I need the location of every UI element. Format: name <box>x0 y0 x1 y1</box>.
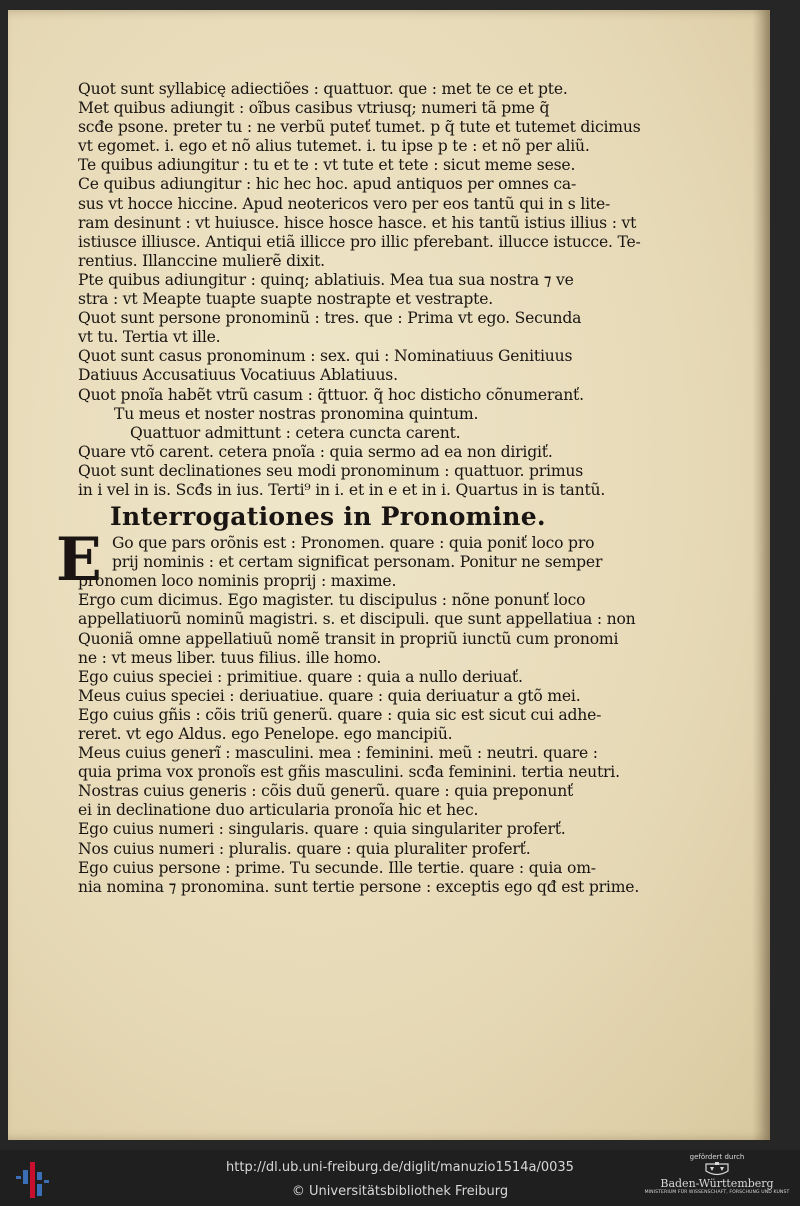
text-line: istiusce illiusce. Antiqui etiã illicce pro illic pferebant. illucce istucce. Te- <box>78 232 641 251</box>
text-line: appellatiuorũ nominũ magistri. s. et discipuli. que sunt appellatiua : non <box>78 610 636 629</box>
sponsor-ministry: MINISTERIUM FÜR WISSENSCHAFT, FORSCHUNG UND KUNST <box>644 1190 790 1195</box>
permalink[interactable]: http://dl.ub.uni-freiburg.de/diglit/manuzio1514a/0035 <box>226 1160 574 1175</box>
section-heading: Interrogationes in Pronomine. <box>110 502 546 532</box>
text-line: Nostras cuius generis : cõis duũ generũ. quare : quia preponunť <box>78 782 574 801</box>
text-line: stra : vt Meapte tuapte suapte nostrapte et vestrapte. <box>78 290 493 309</box>
text-line: quia prima vox pronoĩs est gñis masculini. scđa feminini. tertia neutri. <box>78 763 620 782</box>
text-line: Quot sunt casus pronominum : sex. qui : Nominatiuus Genitiuus <box>78 347 573 366</box>
verse-line-1: Tu meus et noster nostras pronomina quintum. <box>114 404 479 423</box>
dropcap-line-2: prij nominis : et certam significat personam. Ponitur ne semper <box>112 553 603 572</box>
text-line: Ergo cum dicimus. Ego magister. tu discipulus : nõne ponunť loco <box>78 591 586 610</box>
text-line: Ce quibus adiungitur : hic hec hoc. apud antiquos per omnes ca- <box>78 175 577 194</box>
text-line: vt tu. Tertia vt ille. <box>78 328 221 347</box>
page-text <box>56 80 644 897</box>
text-line: Ego cuius gñis : cõis triũ generũ. quare : quia sic est sicut cui adhe- <box>78 705 602 724</box>
text-line: Quare vtõ carent. cetera pnoĩa : quia sermo ad ea non dirigiť. <box>78 442 553 461</box>
dropcap-line-1: Go que pars orõnis est : Pronomen. quare : quia poniť loco pro <box>112 534 595 553</box>
text-line: Ego cuius persone : prime. Tu secunde. Ille tertie. quare : quia om- <box>78 858 596 877</box>
text-line: Te quibus adiungitur : tu et te : vt tute et tete : sicut meme sese. <box>78 156 576 175</box>
text-line: Ego cuius numeri : singularis. quare : quia singulariter proferť. <box>78 820 566 839</box>
verse-line-2: Quattuor admittunt : cetera cuncta carent. <box>130 423 461 442</box>
text-line: Quot sunt persone pronominũ : tres. que : Prima vt ego. Secunda <box>78 309 582 328</box>
text-line: Pte quibus adiungitur : quinq; ablatiuis. Mea tua sua nostra ⁊ ve <box>78 270 574 289</box>
text-section-1 <box>74 80 644 405</box>
text-section-2 <box>74 443 644 500</box>
baden-wuerttemberg-crest-icon <box>702 1162 732 1178</box>
text-line: vt egomet. i. ego et nõ alius tutemet. i. tu ipse p te : et nõ per aliũ. <box>78 137 590 156</box>
viewer-footer <box>0 1150 800 1206</box>
text-line: Met quibus adiungit : oĩbus casibus vtriusq; numeri tã pme q̃ <box>78 99 550 118</box>
text-line: rentius. Illanccine mulierẽ dixit. <box>78 251 325 270</box>
text-line: Meus cuius speciei : deriuatiue. quare : quia deriuatur a gtõ mei. <box>78 686 581 705</box>
text-line: Nos cuius numeri : pluralis. quare : quia pluraliter proferť. <box>78 839 531 858</box>
text-line: Meus cuius generĩ : masculini. mea : feminini. meũ : neutri. quare : <box>78 744 598 763</box>
text-line: reret. vt ego Aldus. ego Penelope. ego mancipiũ. <box>78 725 453 743</box>
text-line: ne : vt meus liber. tuus filius. ille homo. <box>78 648 382 667</box>
sponsor-name: Baden-Württemberg <box>660 1177 774 1190</box>
text-line: Quot pnoĩa habẽt vtrũ casum : q̃ttuor. q̃ hoc disticho cõnumeranť. <box>78 385 584 404</box>
sponsor-label: gefördert durch <box>689 1153 745 1161</box>
book-page <box>8 10 770 1140</box>
text-line: Quoniã omne appellatiuũ nomẽ transit in propriũ iunctũ cum pronomi <box>78 629 619 648</box>
text-line: sus vt hocce hiccine. Apud neotericos vero per eos tantũ qui in s lite- <box>78 194 611 213</box>
text-section-3 <box>74 572 644 897</box>
text-line: ei in declinatione duo articularia pronoĩa hic et hec. <box>78 801 479 820</box>
text-line: scđe psone. preter tu : ne verbũ puteť tumet. p q̃ tute et tutemet dicimus <box>78 118 641 137</box>
copyright-text: © Universitätsbibliothek Freiburg <box>291 1184 509 1199</box>
text-line: nia nomina ⁊ pronomina. sunt tertie persone : exceptis ego qđ est prime. <box>78 877 640 896</box>
dropcap-letter: E <box>56 525 102 596</box>
text-line: Quot sunt syllabicę adiectiões : quattuor. que : met te ce et pte. <box>78 80 568 98</box>
text-line: Quot sunt declinationes seu modi pronominum : quattuor. primus <box>78 461 584 480</box>
text-line: ram desinunt : vt huiusce. hisce hosce hasce. et his tantũ istius illius : vt <box>78 213 637 232</box>
text-line: in i vel in is. Scđs in ius. Terti⁹ in i. et in e et in i. Quartus in is tantũ. <box>78 480 606 499</box>
sponsor-block <box>642 1153 792 1203</box>
text-line: Ego cuius speciei : primitiue. quare : quia a nullo deriuať. <box>78 667 523 686</box>
text-line: pronomen loco nominis proprij : maxime. <box>78 572 397 591</box>
text-line: Datiuus Accusatiuus Vocatiuus Ablatiuus. <box>78 366 398 385</box>
page-shadow <box>752 10 770 1140</box>
